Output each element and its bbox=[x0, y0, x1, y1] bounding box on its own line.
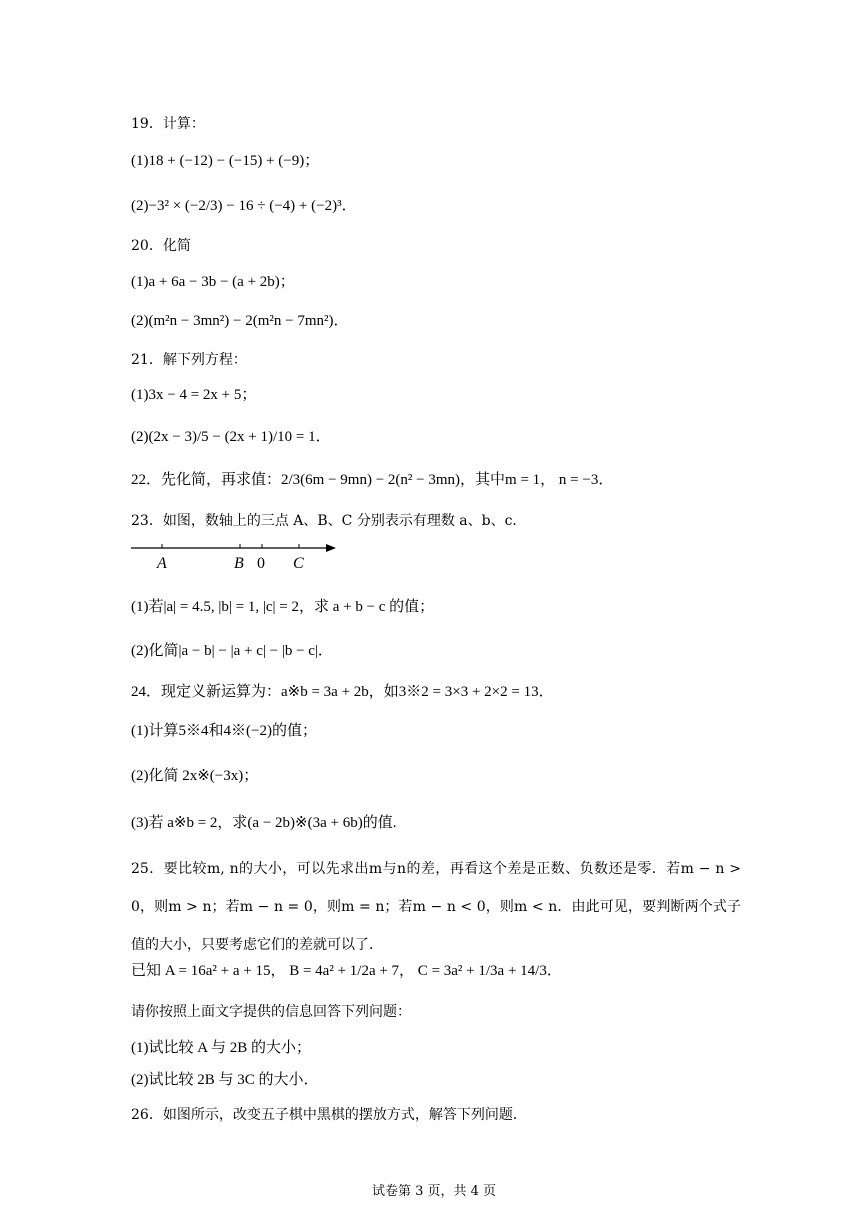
q24-part2: (2)化简 2x※(−3x)； bbox=[131, 768, 259, 784]
q26-heading: 26．如图所示，改变五子棋中黑棋的摆放方式，解答下列问题． bbox=[131, 1107, 527, 1123]
q21-part2: (2)(2x − 3)/5 − (2x + 1)/10 = 1． bbox=[131, 429, 331, 445]
q23-heading: 23．如图，数轴上的三点 A、B、C 分别表示有理数 a、b、c． bbox=[131, 513, 527, 529]
q23-part1: (1)若|a| = 4.5, |b| = 1, |c| = 2，求 a + b − c 的值； bbox=[131, 599, 435, 615]
q25-ask: 请你按照上面文字提供的信息回答下列问题： bbox=[131, 1004, 411, 1020]
q20-part1: (1)a + 6a − 3b − (a + 2b)； bbox=[131, 274, 295, 290]
label-a: A bbox=[157, 555, 167, 572]
label-c: C bbox=[293, 555, 304, 572]
number-line bbox=[131, 538, 341, 574]
number-line-arrow bbox=[326, 544, 336, 552]
label-0: 0 bbox=[257, 555, 265, 572]
q19-part2: (2)−3² × (−2/3) − 16 ÷ (−4) + (−2)³． bbox=[131, 198, 357, 214]
q25-part2: (2)试比较 2B 与 3C 的大小． bbox=[131, 1072, 319, 1088]
q21-part1: (1)3x − 4 = 2x + 5； bbox=[131, 387, 257, 403]
q19-heading: 19．计算： bbox=[131, 116, 205, 132]
q21-heading: 21．解下列方程： bbox=[131, 352, 247, 368]
q24-part1: (1)计算5※4和4※(−2)的值； bbox=[131, 723, 317, 739]
q25-part1: (1)试比较 A 与 2B 的大小； bbox=[131, 1040, 312, 1056]
q25-intro: 25．要比较m, n的大小，可以先求出m与n的差，再看这个差是正数、负数还是零．若m − n > 0，则m > n；若m − n = 0，则m = n；若m − n < 0，则m < n．由此可见，要判断两个式子值的大小，只要考虑它们的差就可以了． bbox=[131, 861, 741, 953]
q24-part3: (3)若 a※b = 2，求(a − 2b)※(3a + 6b)的值. bbox=[131, 815, 397, 831]
label-b: B bbox=[234, 555, 244, 572]
q25-given: 已知 A = 16a² + a + 15， B = 4a² + 1/2a + 7， C = 3a² + 1/3a + 14/3． bbox=[131, 963, 562, 979]
page-footer: 试卷第 3 页，共 4 页 bbox=[371, 1184, 497, 1199]
q22-text: 22．先化简，再求值：2/3(6m − 9mn) − 2(n² − 3mn)，其中m = 1， n = −3． bbox=[131, 472, 614, 488]
q19-part1: (1)18 + (−12) − (−15) + (−9)； bbox=[131, 153, 320, 169]
q20-part2: (2)(m²n − 3mn²) − 2(m²n − 7mn²)． bbox=[131, 313, 349, 329]
q20-heading: 20．化简 bbox=[131, 238, 191, 254]
q23-part2: (2)化简|a − b| − |a + c| − |b − c|． bbox=[131, 643, 333, 659]
q24-heading: 24．现定义新运算为：a※b = 3a + 2b，如3※2 = 3×3 + 2×2 = 13． bbox=[131, 684, 554, 700]
